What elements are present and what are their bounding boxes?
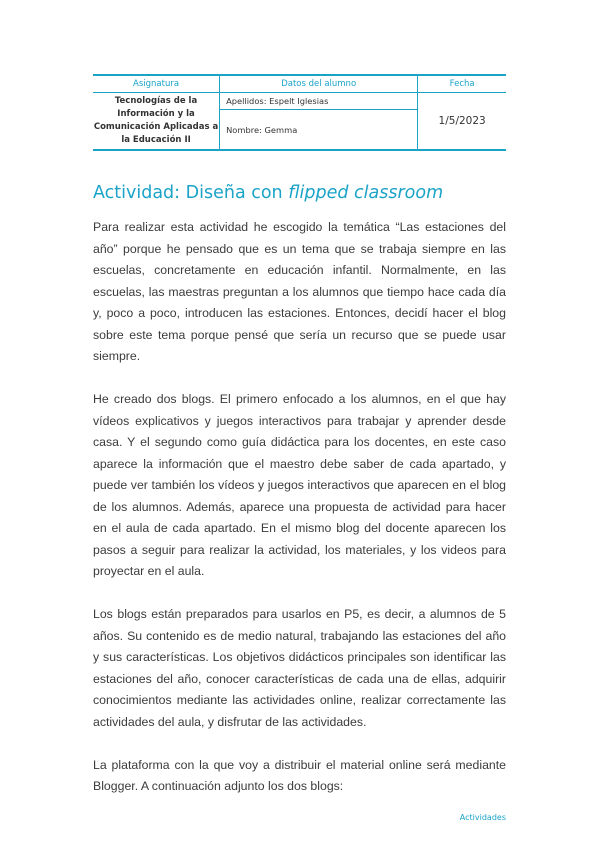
header-table-head-row [93,75,506,93]
paragraph-3: Los blogs están preparados para usarlos en P5, es decir, a alumnos de 5 años. Su contenido es de medio natural, trabajando las estaciones del año y sus características. Los objetivos didácticos principales son identificar las estaciones del año, conocer características de cada una de ellas, adquirir conocimientos mediante las actividades online, realizar correctamente las actividades del aula, y disfrutar de las actividades. [93,607,506,729]
apellidos-value: Apellidos: Espelt Iglesias [220,93,418,110]
paragraph-4: La plataforma con la que voy a distribuir el material online será mediante Blogger. A continuación adjunto los dos blogs: [93,757,506,793]
body-text [93,217,506,819]
title-prefix: Actividad: Diseña con [93,183,289,203]
col-header-datos-alumno: Datos del alumno [220,75,418,93]
paragraph-1: Para realizar esta actividad he escogido la temática “Las estaciones del año” porque he pensado que es un tema que se trabaja siempre en las escuelas, concretamente en educación infantil. Normalmente, en las escuelas, las maestras preguntan a los alumnos que tiempo hace cada día y, poco a poco, introducen las estaciones. Entonces, decidí hacer el blog sobre este tema porque pensé que sería un recurso que se puede usar siempre. [93,220,506,363]
page-title [93,183,443,203]
col-header-asignatura: Asignatura [93,75,220,93]
footer-label: Actividades [459,813,506,822]
header-table-row-1 [93,93,506,110]
title-emphasis: flipped classroom [288,183,444,203]
nombre-value: Nombre: Gemma [220,110,418,150]
paragraph-2: He creado dos blogs. El primero enfocado a los alumnos, en el que hay vídeos explicativos y juegos interactivos para trabajar y aprender desde casa. Y el segundo como guía didáctica para los docentes, en este caso aparece la información que el maestro debe saber de cada apartado, y puede ver también los vídeos y juegos interactivos que aparecen en el blog de los alumnos. Además, aparece una propuesta de actividad para hacer en el aula de cada apartado. En el mismo blog del docente aparecen los pasos a seguir para realizar la actividad, los materiales, y los videos para proyectar en el aula. [93,392,506,578]
col-header-fecha: Fecha [418,75,506,93]
header-table [93,74,506,151]
fecha-value: 1/5/2023 [418,93,506,151]
asignatura-value: Tecnologías de la Información y la Comunicación Aplicadas a la Educación II [93,93,220,151]
